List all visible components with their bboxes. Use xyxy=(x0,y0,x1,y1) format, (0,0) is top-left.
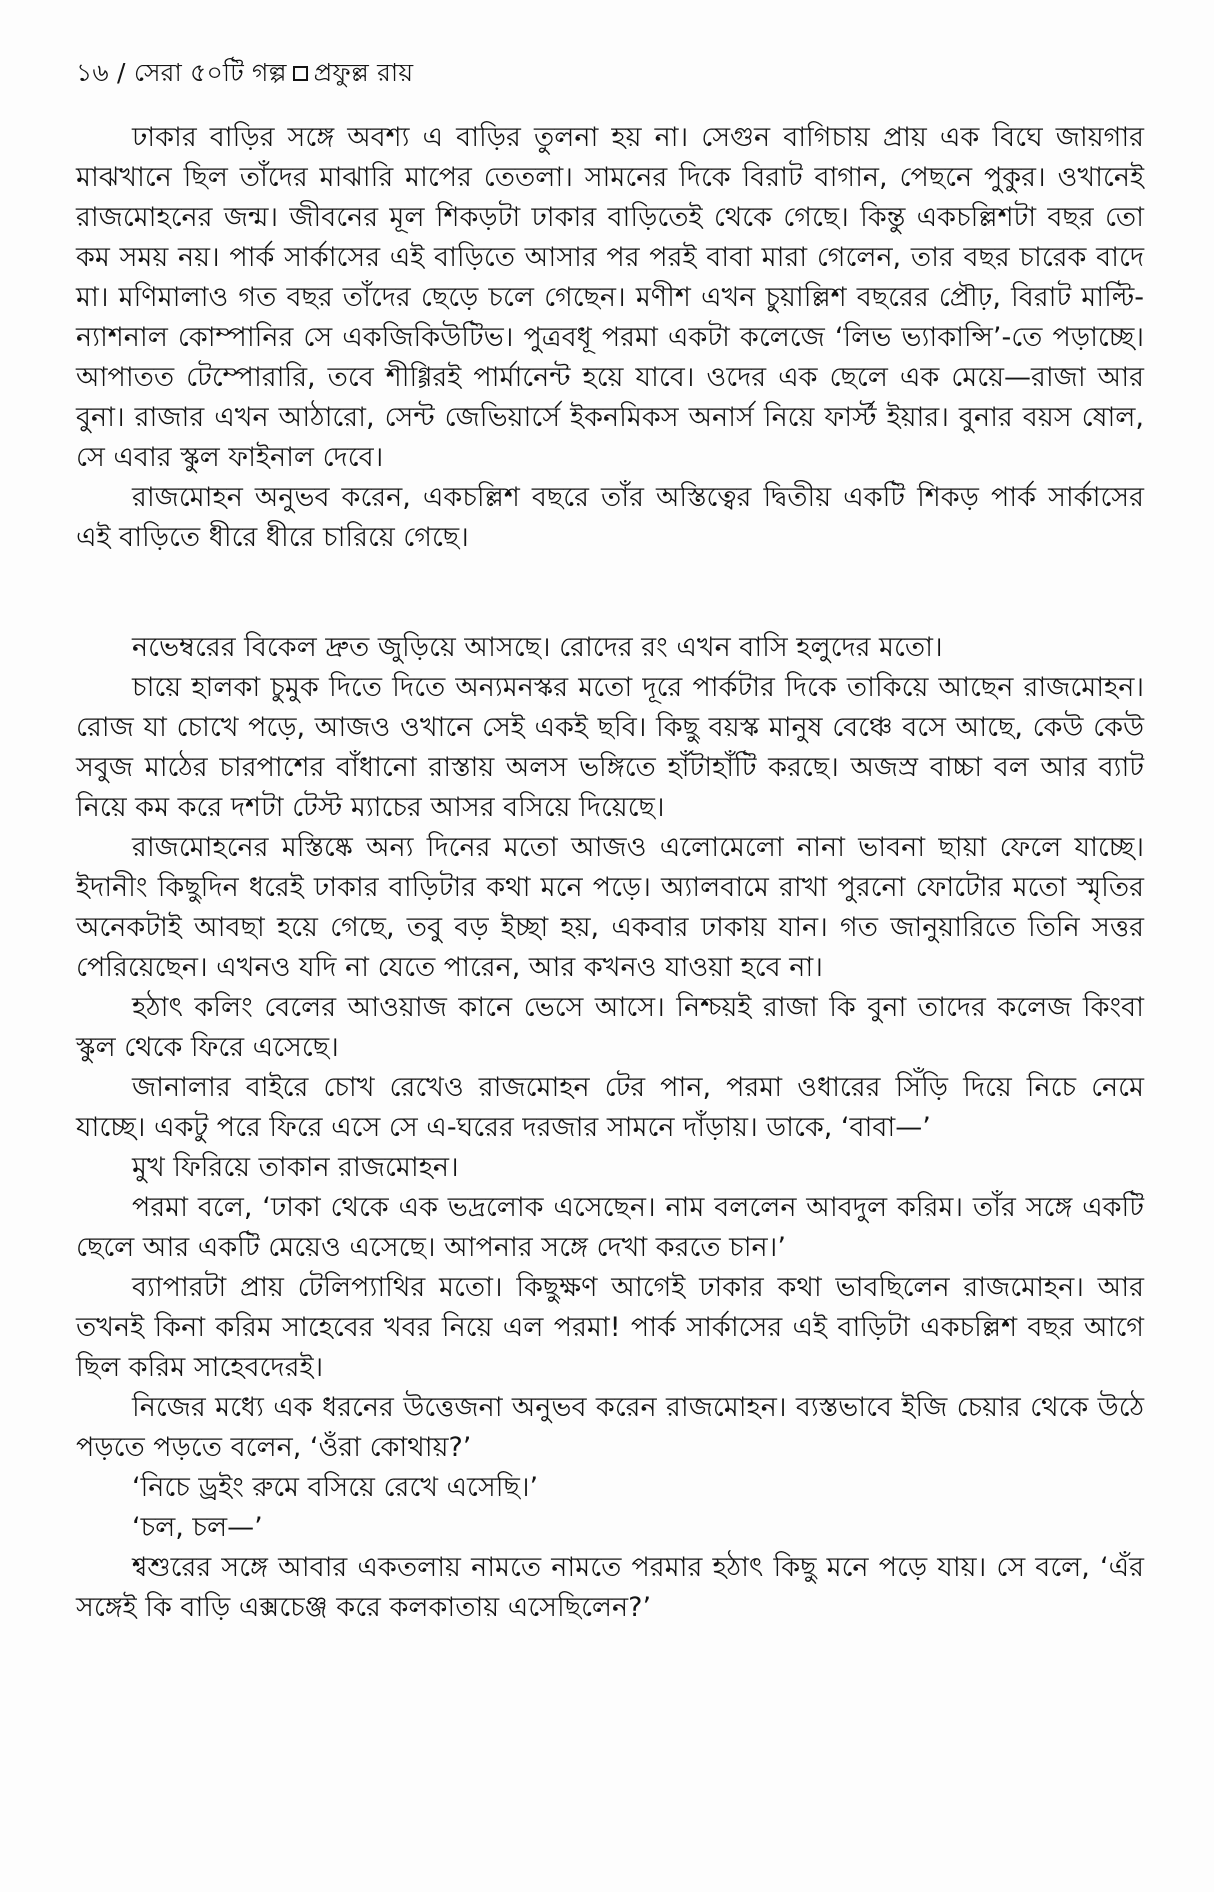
paragraph: ঢাকার বাড়ির সঙ্গে অবশ্য এ বাড়ির তুলনা হয় না। সেগুন বাগিচায় প্রায় এক বিঘে জায়গার মাঝখানে ছিল তাঁদের মাঝারি মাপের তেতলা। সামনের দিকে বিরাট বাগান, পেছনে পুকুর। ওখানেই রাজমোহনের জন্ম। জীবনের মূল শিকড়টা ঢাকার বাড়িতেই থেকে গেছে। কিন্তু একচল্লিশটা বছর তো কম সময় নয়। পার্ক সার্কাসের এই বাড়িতে আসার পর পরই বাবা মারা গেলেন, তার বছর চারেক বাদে মা। মণিমালাও গত বছর তাঁদের ছেড়ে চলে গেছেন। মণীশ এখন চুয়াল্লিশ বছরের প্রৌঢ়, বিরাট মাল্টি-ন্যাশনাল কোম্পানির সে একজিকিউটিভ। পুত্রবধূ পরমা একটা কলেজে ‘লিভ ভ্যাকান্সি’-তে পড়াচ্ছে। আপাতত টেম্পোরারি, তবে শীগ্গিরই পার্মানেন্ট হয়ে যাবে। ওদের এক ছেলে এক মেয়ে—রাজা আর বুনা। রাজার এখন আঠারো, সেন্ট জেভিয়ার্সে ইকনমিকস অনার্স নিয়ে ফার্স্ট ইয়ার। বুনার বয়স ষোল, সে এবার স্কুল ফাইনাল দেবে। xyxy=(76,122,1144,473)
paragraph: জানালার বাইরে চোখ রেখেও রাজমোহন টের পান, পরমা ওধারের সিঁড়ি দিয়ে নিচে নেমে যাচ্ছে। একটু পরে ফিরে এসে সে এ-ঘরের দরজার সামনে দাঁড়ায়। ডাকে, ‘বাবা—’ xyxy=(76,1072,1144,1143)
head-separator-slash: / xyxy=(117,58,126,87)
paragraph: নভেম্বরের বিকেল দ্রুত জুড়িয়ে আসছে। রোদের রং এখন বাসি হলুদের মতো। xyxy=(132,632,943,663)
author-name: প্রফুল্ল রায় xyxy=(313,58,414,87)
paragraph: ব্যাপারটা প্রায় টেলিপ্যাথির মতো। কিছুক্ষণ আগেই ঢাকার কথা ভাবছিলেন রাজমোহন। আর তখনই কিনা করিম সাহেবের খবর নিয়ে এল পরমা! পার্ক সার্কাসের এই বাড়িটা একচল্লিশ বছর আগে ছিল করিম সাহেবদেরই। xyxy=(76,1272,1144,1383)
paragraph: নিজের মধ্যে এক ধরনের উত্তেজনা অনুভব করেন রাজমোহন। ব্যস্তভাবে ইজি চেয়ার থেকে উঠে পড়তে পড়তে বলেন, ‘ওঁরা কোথায়?’ xyxy=(76,1392,1144,1463)
paragraph: পরমা বলে, ‘ঢাকা থেকে এক ভদ্রলোক এসেছেন। নাম বললেন আবদুল করিম। তাঁর সঙ্গে একটি ছেলে আর একটি মেয়েও এসেছে। আপনার সঙ্গে দেখা করতে চান।’ xyxy=(76,1192,1144,1263)
body-text xyxy=(76,118,1144,1628)
paragraph: রাজমোহনের মস্তিষ্কে অন্য দিনের মতো আজও এলোমেলো নানা ভাবনা ছায়া ফেলে যাচ্ছে। ইদানীং কিছুদিন ধরেই ঢাকার বাড়িটার কথা মনে পড়ে। অ্যালবামে রাখা পুরনো ফোটোর মতো স্মৃতির অনেকটাই আবছা হয়ে গেছে, তবু বড় ইচ্ছা হয়, একবার ঢাকায় যান। গত জানুয়ারিতে তিনি সত্তর পেরিয়েছেন। এখনও যদি না যেতে পারেন, আর কখনও যাওয়া হবে না। xyxy=(76,832,1144,983)
paragraph: মুখ ফিরিয়ে তাকান রাজমোহন। xyxy=(132,1152,459,1183)
paragraph: শ্বশুরের সঙ্গে আবার একতলায় নামতে নামতে পরমার হঠাৎ কিছু মনে পড়ে যায়। সে বলে, ‘এঁর সঙ্গেই কি বাড়ি এক্সচেঞ্জ করে কলকাতায় এসেছিলেন?’ xyxy=(76,1552,1144,1623)
square-separator-icon xyxy=(293,66,308,81)
paragraph: হঠাৎ কলিং বেলের আওয়াজ কানে ভেসে আসে। নিশ্চয়ই রাজা কি বুনা তাদের কলেজ কিংবা স্কুল থেকে ফিরে এসেছে। xyxy=(76,992,1144,1063)
running-head xyxy=(76,56,413,90)
dialogue-line: ‘নিচে ড্রইং রুমে বসিয়ে রেখে এসেছি।’ xyxy=(132,1472,539,1503)
dialogue-line: ‘চল, চল—’ xyxy=(132,1512,263,1543)
page-number: ১৬ xyxy=(76,58,109,87)
paragraph: রাজমোহন অনুভব করেন, একচল্লিশ বছরে তাঁর অস্তিত্বের দ্বিতীয় একটি শিকড় পার্ক সার্কাসের এই বাড়িতে ধীরে ধীরে চারিয়ে গেছে। xyxy=(76,482,1144,553)
paragraph: চায়ে হালকা চুমুক দিতে দিতে অন্যমনস্কর মতো দূরে পার্কটার দিকে তাকিয়ে আছেন রাজমোহন। রোজ যা চোখে পড়ে, আজও ওখানে সেই একই ছবি। কিছু বয়স্ক মানুষ বেঞ্চে বসে আছে, কেউ কেউ সবুজ মাঠের চারপাশের বাঁধানো রাস্তায় অলস ভঙ্গিতে হাঁটাহাঁটি করছে। অজস্র বাচ্চা বল আর ব্যাট নিয়ে কম করে দশটা টেস্ট ম্যাচের আসর বসিয়ে দিয়েছে। xyxy=(76,672,1144,823)
book-title: সেরা ৫০টি গল্প xyxy=(133,58,287,87)
scene-break xyxy=(76,558,1144,628)
